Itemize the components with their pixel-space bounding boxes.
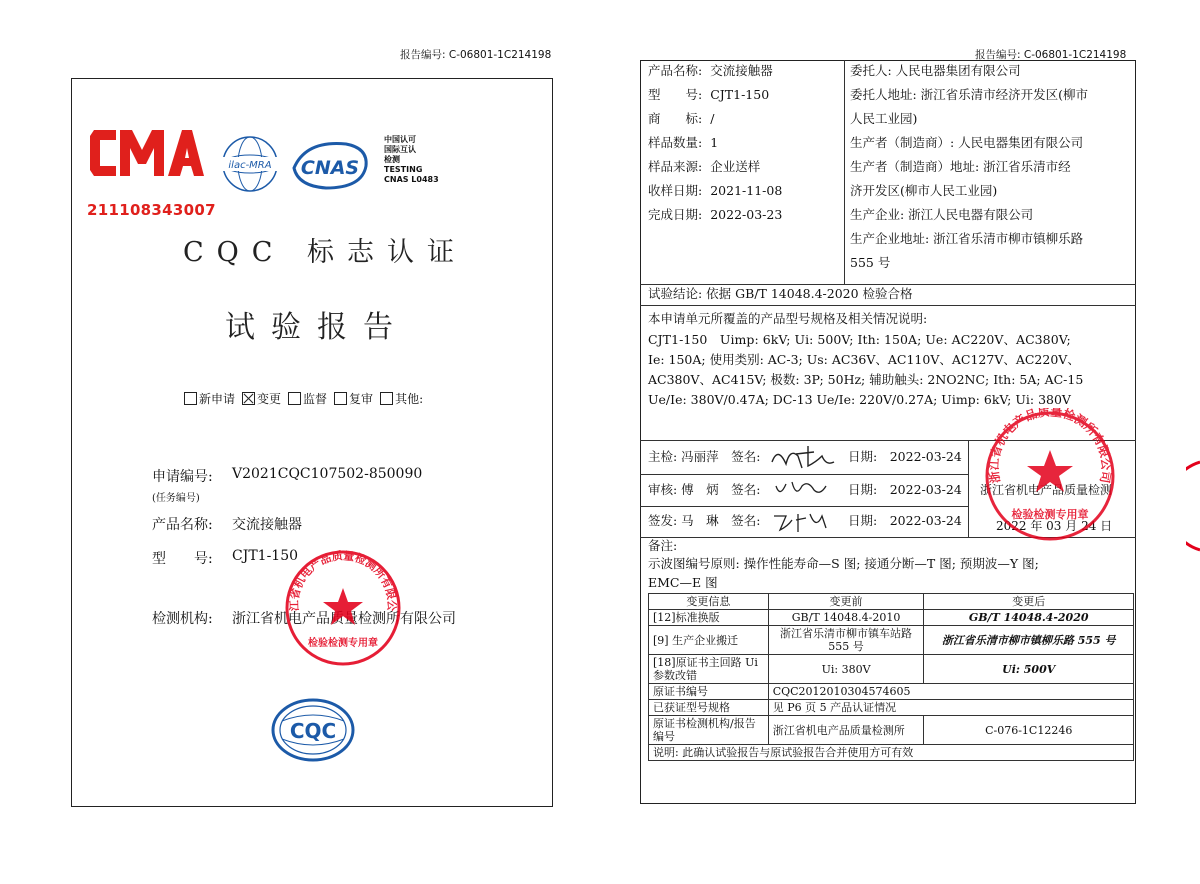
scope-line: Ie: 150A; 使用类别: AC-3; Us: AC36V、AC110V、AC127V、AC220V、 (648, 352, 1080, 367)
info-divider (844, 60, 845, 284)
model-label: 型 号: (152, 551, 213, 567)
checkbox-box[interactable] (288, 392, 301, 405)
table-row (649, 716, 1134, 745)
reviewer-date: 日期: 2022-03-24 (848, 482, 962, 497)
cnas-text-line: TESTING (384, 165, 423, 174)
info-value: CJT1-150 (710, 87, 770, 102)
table-row (649, 610, 1134, 626)
change-info-table (648, 593, 1134, 761)
testing-institution-value: 浙江省机电产品质量检测所有限公司 (232, 611, 456, 627)
test-conclusion: 试验结论: 依据 GB/T 14048.4-2020 检验合格 (648, 286, 913, 301)
scope-line: CJT1-150 Uimp: 6kV; Ui: 500V; Ith: 150A; Ue: AC220V、AC380V; (648, 332, 1071, 347)
svg-text:浙江省机电产品质量检测所有限公司: 浙江省机电产品质量检测所有限公司 (986, 408, 1114, 485)
product-name-label: 产品名称: (152, 517, 213, 533)
header-change-info: 变更信息 (649, 594, 769, 610)
model-value: CJT1-150 (232, 548, 299, 564)
cnas-text-block (384, 135, 439, 185)
after-cell: Ui: 500V (924, 655, 1134, 684)
svg-text:检验检测专用章: 检验检测专用章 (308, 638, 378, 649)
header-before: 变更前 (768, 594, 924, 610)
orig-cert-value: CQC2012010304574605 (768, 684, 1133, 700)
scope-line: Ue/Ie: 380V/0.47A; DC-13 Ue/Ie: 220V/0.27A; Uimp: 6kV; Ui: 380V (648, 392, 1071, 407)
change-info-cell: [12]标准换版 (649, 610, 769, 626)
info-label: 样品数量: (648, 135, 703, 150)
before-cell: 浙江省乐清市柳市镇车站路 555 号 (768, 626, 924, 655)
remarks-line: 示波图编号原则: 操作性能寿命—S 图; 接通分断—T 图; 预期波—Y 图; (648, 556, 1039, 571)
orig-report-number: C-076-1C12246 (924, 716, 1134, 745)
signature-divider (968, 440, 969, 537)
checkbox-supervision[interactable]: 监督 (288, 390, 327, 407)
info-value: 1 (710, 135, 719, 150)
checkbox-box[interactable] (380, 392, 393, 405)
table-row (649, 684, 1134, 700)
orig-lab-value: 浙江省机电产品质量检测所 (768, 716, 924, 745)
cnas-text-line: CNAS L0483 (384, 175, 439, 184)
scope-line: AC380V、AC415V; 极数: 3P; 50Hz; 辅助触头: 2NO2NC; Ith: 5A; AC-15 (648, 372, 1084, 387)
checkbox-box-checked[interactable] (242, 392, 255, 405)
cma-logo (86, 118, 206, 198)
info-label: 商 标: (648, 111, 703, 126)
factory-address: 生产企业地址: 浙江省乐清市柳市镇柳乐路 (850, 231, 1084, 246)
right-report-number: 报告编号: C-06801-1C214198 (975, 49, 1127, 61)
application-number-label: 申请编号: (152, 469, 213, 485)
svg-text:浙江省机电产品质量检测所有限公司: 江省机电产品质量检测所有限公 (287, 549, 399, 612)
before-cell: Ui: 380V (768, 655, 924, 684)
before-cell: GB/T 14048.4-2010 (768, 610, 924, 626)
info-value: 2021-11-08 (710, 183, 783, 198)
change-info-cell: [9] 生产企业搬迁 (649, 626, 769, 655)
factory-name: 生产企业: 浙江人民电器有限公司 (850, 207, 1034, 222)
factory-address-cont: 555 号 (850, 255, 891, 270)
info-value: 交流接触器 (710, 63, 773, 78)
inspection-seal-right (982, 408, 1118, 548)
report-title-test: 试验报告 (225, 310, 409, 345)
info-label: 样品来源: (648, 159, 703, 174)
report-type-checkboxes (184, 390, 426, 407)
checkbox-box[interactable] (184, 392, 197, 405)
inspection-seal-left (283, 548, 403, 672)
svg-text:检验检测专用章: 检验检测专用章 (1011, 508, 1089, 521)
cqc-logo (270, 697, 356, 767)
info-value: / (710, 111, 715, 126)
divider-line (640, 284, 1136, 285)
cnas-logo (286, 138, 372, 196)
partial-seal-edge (1186, 460, 1200, 556)
product-info-left (648, 63, 782, 231)
issuer-date: 2022 年 03 月 24 日 (996, 519, 1113, 533)
scope-title: 本申请单元所覆盖的产品型号规格及相关情况说明: (648, 311, 928, 326)
checkbox-change[interactable]: 变更 (242, 390, 281, 407)
info-label: 型 号: (648, 87, 703, 102)
product-info-right (850, 63, 1088, 279)
cnas-text-line: 中国认可 (384, 135, 416, 144)
checkbox-review[interactable]: 复审 (334, 390, 373, 407)
issuer-name: 浙江省机电产品质量检测 (980, 483, 1113, 497)
table-header-row (649, 594, 1134, 610)
handwritten-signature (770, 508, 830, 540)
after-cell: GB/T 14048.4-2020 (924, 610, 1134, 626)
ilac-mra-logo (216, 134, 284, 198)
change-info-cell: [18]原证书主回路 Ui 参数改错 (649, 655, 769, 684)
manufacturer-name: 生产者（制造商）: 人民电器集团有限公司 (850, 135, 1084, 150)
chief-inspector: 主检: 冯丽萍 签名: (648, 449, 761, 464)
table-row (649, 626, 1134, 655)
header-after: 变更后 (924, 594, 1134, 610)
obtained-models-value: 见 P6 页 5 产品认证情况 (768, 700, 1133, 716)
checkbox-other[interactable]: 其他: (380, 390, 423, 407)
chief-inspector-date: 日期: 2022-03-24 (848, 449, 962, 464)
client-address-cont: 人民工业园) (850, 111, 918, 126)
table-row (649, 655, 1134, 684)
remarks-line: EMC—E 图 (648, 575, 718, 590)
handwritten-signature (772, 476, 832, 508)
checkbox-new[interactable]: 新申请 (184, 390, 235, 407)
left-report-number: 报告编号: C-06801-1C214198 (400, 49, 552, 61)
task-number-label: (任务编号) (152, 493, 200, 504)
manufacturer-address-cont: 济开发区(柳市人民工业园) (850, 183, 998, 198)
divider-line (640, 305, 1136, 306)
table-note: 说明: 此确认试验报告与原试验报告合并使用方可有效 (649, 745, 1134, 761)
info-label: 完成日期: (648, 207, 703, 222)
obtained-models-label: 已获证型号规格 (649, 700, 769, 716)
checkbox-box[interactable] (334, 392, 347, 405)
table-row (649, 745, 1134, 761)
cnas-text-line: 国际互认 (384, 145, 416, 154)
info-label: 产品名称: (648, 63, 703, 78)
info-value: 企业送样 (710, 159, 761, 174)
remarks-label: 备注: (648, 538, 678, 553)
orig-lab-label: 原证书检测机构/报告编号 (649, 716, 769, 745)
svg-text:CNAS: CNAS (300, 157, 360, 179)
product-name-value: 交流接触器 (232, 517, 302, 533)
reviewer: 审核: 傅 炳 签名: (648, 482, 761, 497)
approver-date: 日期: 2022-03-24 (848, 513, 962, 528)
cma-code: 211108343007 (87, 201, 216, 219)
report-title-cqc: CQC 标志认证 (183, 237, 468, 268)
table-row (649, 700, 1134, 716)
info-label: 收样日期: (648, 183, 703, 198)
svg-text:CQC: CQC (289, 719, 337, 743)
orig-cert-label: 原证书编号 (649, 684, 769, 700)
cnas-text-line: 检测 (384, 155, 400, 164)
client-address: 委托人地址: 浙江省乐清市经济开发区(柳市 (850, 87, 1089, 102)
client-name: 委托人: 人民电器集团有限公司 (850, 63, 1021, 78)
handwritten-signature (768, 442, 840, 476)
approver: 签发: 马 琳 签名: (648, 513, 761, 528)
manufacturer-address: 生产者（制造商）地址: 浙江省乐清市经 (850, 159, 1071, 174)
svg-text:ilac-MRA: ilac-MRA (228, 160, 272, 171)
after-cell: 浙江省乐清市柳市镇柳乐路 555 号 (924, 626, 1134, 655)
application-number-value: V2021CQC107502-850090 (232, 466, 423, 482)
info-value: 2022-03-23 (710, 207, 783, 222)
testing-institution-label: 检测机构: (152, 611, 213, 627)
